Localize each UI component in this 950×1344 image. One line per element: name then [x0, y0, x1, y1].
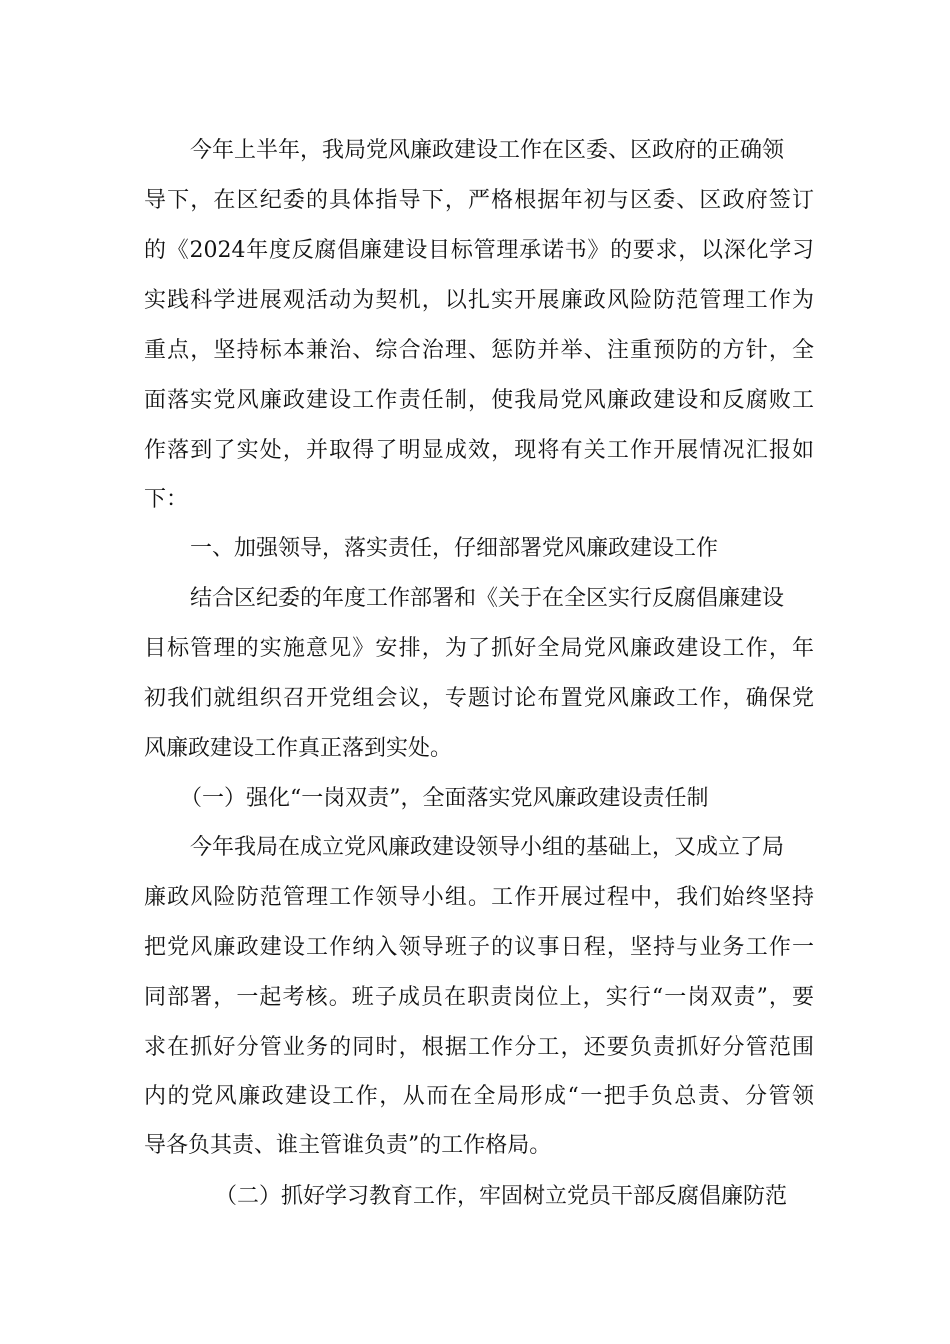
- para3-line-4: 同部署，一起考核。班子成员在职责岗位上，实行“一岗双责”，要: [144, 985, 814, 1010]
- para3-line-1: 今年我局在成立党风廉政建设领导小组的基础上，又成立了局: [190, 835, 785, 860]
- para3-line-2: 廉政风险防范管理工作领导小组。工作开展过程中，我们始终坚持: [144, 885, 814, 910]
- para3-line-7: 导各负其责、谁主管谁负责”的工作格局。: [144, 1133, 552, 1158]
- para1-line-4: 实践科学进展观活动为契机，以扎实开展廉政风险防范管理工作为: [144, 288, 814, 313]
- para1-line-2: 导下，在区纪委的具体指导下，严格根据年初与区委、区政府签订: [144, 188, 814, 213]
- para3-line-3: 把党风廉政建设工作纳入领导班子的议事日程，坚持与业务工作一: [144, 935, 814, 960]
- para3-line-5: 求在抓好分管业务的同时，根据工作分工，还要负责抓好分管范围: [144, 1035, 814, 1060]
- subsection-heading-2: （二）抓好学习教育工作，牢固树立党员干部反腐倡廉防范: [215, 1184, 788, 1209]
- subsection-heading-1: （一）强化“一岗双责”，全面落实党风廉政建设责任制: [180, 786, 709, 811]
- para1-line-7: 作落到了实处，并取得了明显成效，现将有关工作开展情况汇报如: [144, 438, 814, 463]
- para1-line-6: 面落实党风廉政建设工作责任制，使我局党风廉政建设和反腐败工: [144, 388, 814, 413]
- para2-line-4: 风廉政建设工作真正落到实处。: [144, 736, 453, 761]
- para3-line-6: 内的党风廉政建设工作，从而在全局形成“一把手负总责、分管领: [144, 1084, 814, 1109]
- section-heading-1: 一、加强领导，落实责任，仔细部署党风廉政建设工作: [190, 536, 719, 561]
- para1-line-1: 今年上半年，我局党风廉政建设工作在区委、区政府的正确领: [190, 138, 785, 163]
- para2-line-1: 结合区纪委的年度工作部署和《关于在全区实行反腐倡廉建设: [190, 586, 785, 611]
- para1-line-5: 重点，坚持标本兼治、综合治理、惩防并举、注重预防的方针，全: [144, 338, 814, 363]
- para1-line-3: 的《2024年度反腐倡廉建设目标管理承诺书》的要求，以深化学习: [144, 238, 814, 263]
- para2-line-3: 初我们就组织召开党组会议，专题讨论布置党风廉政工作，确保党: [144, 686, 814, 711]
- para1-line-8: 下：: [144, 487, 189, 512]
- para2-line-2: 目标管理的实施意见》安排，为了抓好全局党风廉政建设工作，年: [144, 636, 814, 661]
